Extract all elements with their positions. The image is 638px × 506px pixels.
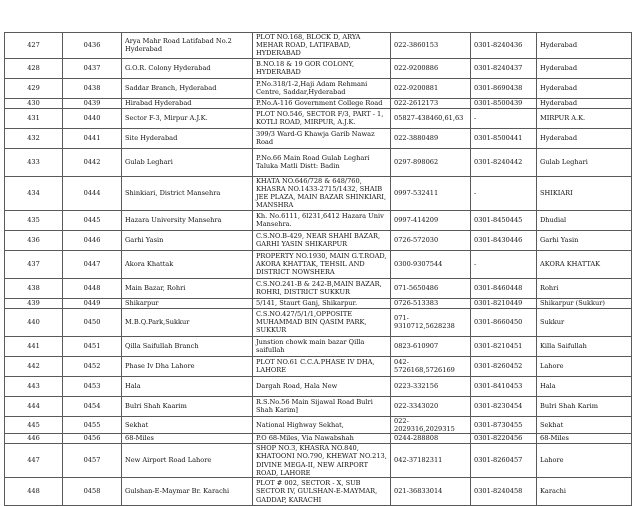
city-cell: Karachi bbox=[537, 478, 632, 506]
branch-code-cell: 0457 bbox=[63, 444, 122, 478]
address-cell: Junstion chowk main bazar Qilla saifullah bbox=[253, 336, 391, 356]
mobile-cell: 0301-8260452 bbox=[471, 356, 537, 376]
address-cell: National Highway Sekhat, bbox=[253, 416, 391, 433]
mobile-cell: 0301-8690438 bbox=[471, 78, 537, 98]
branch-name-cell: Hazara University Mansehra bbox=[122, 210, 253, 230]
phone-cell: 0244-288808 bbox=[391, 434, 471, 444]
table-row bbox=[5, 278, 632, 298]
phone-cell: 0726-513383 bbox=[391, 298, 471, 308]
phone-cell: 05827-438460,61,63 bbox=[391, 108, 471, 128]
mobile-cell: 0301-8240437 bbox=[471, 58, 537, 78]
mobile-cell: 0301-8430446 bbox=[471, 230, 537, 250]
address-cell: B.NO.18 & 19 GOR COLONY, HYDERABAD bbox=[253, 58, 391, 78]
serial-number-cell: 446 bbox=[5, 434, 63, 444]
city-cell: Dhudial bbox=[537, 210, 632, 230]
city-cell: Hyderabad bbox=[537, 128, 632, 148]
table-row bbox=[5, 33, 632, 59]
phone-cell: 0823-610907 bbox=[391, 336, 471, 356]
table-row bbox=[5, 416, 632, 433]
branch-name-cell: Sector F-3, Mirpur A.J.K. bbox=[122, 108, 253, 128]
serial-number-cell: 443 bbox=[5, 376, 63, 396]
branch-name-cell: G.O.R. Colony Hyderabad bbox=[122, 58, 253, 78]
address-cell: PLOT NO.546, SECTOR F/3, PART - 1, KOTLI ROAD, MIRPUR, A.J.K. bbox=[253, 108, 391, 128]
table-row bbox=[5, 336, 632, 356]
address-cell: 5/141, Staurt Ganj, Shikarpur. bbox=[253, 298, 391, 308]
mobile-cell: 0301-8500441 bbox=[471, 128, 537, 148]
city-cell: Bulri Shah Karim bbox=[537, 396, 632, 416]
city-cell: SHIKIARI bbox=[537, 176, 632, 210]
phone-cell: 0297-898062 bbox=[391, 148, 471, 176]
city-cell: Gulab Leghari bbox=[537, 148, 632, 176]
branch-code-cell: 0446 bbox=[63, 230, 122, 250]
branch-list-table bbox=[4, 32, 632, 506]
address-cell: PROPERTY NO.1930, MAIN G.T.ROAD, AKORA KHATTAK, TEHSIL AND DISTRICT NOWSHERA bbox=[253, 250, 391, 278]
serial-number-cell: 432 bbox=[5, 128, 63, 148]
mobile-cell: 0301-8220456 bbox=[471, 434, 537, 444]
address-cell: KHATA NO.646/728 & 648/760, KHASRA NO.1433-2715/1432, SHAIB JEE PLAZA, MAIN BAZAR SHINKIARI, MANSHRA bbox=[253, 176, 391, 210]
branch-code-cell: 0458 bbox=[63, 478, 122, 506]
phone-cell: 022-2029316,2029315 bbox=[391, 416, 471, 433]
mobile-cell: - bbox=[471, 176, 537, 210]
serial-number-cell: 437 bbox=[5, 250, 63, 278]
city-cell: Garhi Yasin bbox=[537, 230, 632, 250]
city-cell: 68-Miles bbox=[537, 434, 632, 444]
mobile-cell: 0301-8730455 bbox=[471, 416, 537, 433]
phone-cell: 042-37182311 bbox=[391, 444, 471, 478]
serial-number-cell: 434 bbox=[5, 176, 63, 210]
mobile-cell: 0301-8260457 bbox=[471, 444, 537, 478]
address-cell: P.No.66 Main Road Gulab Leghari Taluka Matli Distt: Badin bbox=[253, 148, 391, 176]
branch-code-cell: 0445 bbox=[63, 210, 122, 230]
branch-name-cell: 68-Miles bbox=[122, 434, 253, 444]
phone-cell: 0997-532411 bbox=[391, 176, 471, 210]
branch-code-cell: 0453 bbox=[63, 376, 122, 396]
branch-name-cell: Phase Iv Dha Lahore bbox=[122, 356, 253, 376]
mobile-cell: 0301-8450445 bbox=[471, 210, 537, 230]
branch-code-cell: 0456 bbox=[63, 434, 122, 444]
branch-code-cell: 0454 bbox=[63, 396, 122, 416]
branch-code-cell: 0439 bbox=[63, 98, 122, 108]
city-cell: Hyderabad bbox=[537, 98, 632, 108]
city-cell: Sekhat bbox=[537, 416, 632, 433]
branch-name-cell: Site Hyderabad bbox=[122, 128, 253, 148]
phone-cell: 0726-572030 bbox=[391, 230, 471, 250]
branch-code-cell: 0441 bbox=[63, 128, 122, 148]
branch-name-cell: Shinkiari, District Mansehra bbox=[122, 176, 253, 210]
table-row bbox=[5, 434, 632, 444]
branch-name-cell: Sekhat bbox=[122, 416, 253, 433]
phone-cell: 022-3343020 bbox=[391, 396, 471, 416]
branch-code-cell: 0442 bbox=[63, 148, 122, 176]
city-cell: Hyderabad bbox=[537, 58, 632, 78]
table-row bbox=[5, 356, 632, 376]
serial-number-cell: 440 bbox=[5, 308, 63, 336]
mobile-cell: 0301-8500439 bbox=[471, 98, 537, 108]
mobile-cell: 0301-8410453 bbox=[471, 376, 537, 396]
phone-cell: 021-36833014 bbox=[391, 478, 471, 506]
city-cell: MIRPUR A.K. bbox=[537, 108, 632, 128]
address-cell: C.S.NO.427/5/1/1,OPPOSITE MUHAMMAD BIN QASIM PARK, SUKKUR bbox=[253, 308, 391, 336]
mobile-cell: 0301-8240442 bbox=[471, 148, 537, 176]
serial-number-cell: 442 bbox=[5, 356, 63, 376]
branch-code-cell: 0438 bbox=[63, 78, 122, 98]
branch-name-cell: Garhi Yasin bbox=[122, 230, 253, 250]
branch-name-cell: Akora Khattak bbox=[122, 250, 253, 278]
mobile-cell: 0301-8210449 bbox=[471, 298, 537, 308]
address-cell: PLOT NO.61 C.C.A.PHASE IV DHA, LAHORE bbox=[253, 356, 391, 376]
table-row bbox=[5, 250, 632, 278]
city-cell: Rohri bbox=[537, 278, 632, 298]
phone-cell: 0300-9307544 bbox=[391, 250, 471, 278]
mobile-cell: 0301-8660450 bbox=[471, 308, 537, 336]
mobile-cell: 0301-8460448 bbox=[471, 278, 537, 298]
mobile-cell: - bbox=[471, 250, 537, 278]
address-cell: P.No.318/1-2,Haji Adam Rehmani Centre, Saddar,Hyderabad bbox=[253, 78, 391, 98]
table-row bbox=[5, 98, 632, 108]
table-row bbox=[5, 176, 632, 210]
branch-name-cell: Bulri Shah Kaarim bbox=[122, 396, 253, 416]
table-row bbox=[5, 396, 632, 416]
mobile-cell: - bbox=[471, 108, 537, 128]
serial-number-cell: 439 bbox=[5, 298, 63, 308]
city-cell: Sukkur bbox=[537, 308, 632, 336]
branch-code-cell: 0452 bbox=[63, 356, 122, 376]
serial-number-cell: 433 bbox=[5, 148, 63, 176]
city-cell: Hyderabad bbox=[537, 78, 632, 98]
table-row bbox=[5, 444, 632, 478]
branch-name-cell: Arya Mahr Road Latifabad No.2 Hyderabad bbox=[122, 33, 253, 59]
address-cell: Dargah Road, Hala New bbox=[253, 376, 391, 396]
table-row bbox=[5, 108, 632, 128]
branch-name-cell: New Airport Road Lahore bbox=[122, 444, 253, 478]
address-cell: Kh. No.6111, 6l231,6412 Hazara Univ Mansehra. bbox=[253, 210, 391, 230]
branch-name-cell: Hirabad Hyderabad bbox=[122, 98, 253, 108]
address-cell: 399/3 Ward-G Khawja Garib Nawaz Road bbox=[253, 128, 391, 148]
branch-code-cell: 0447 bbox=[63, 250, 122, 278]
address-cell: C.S.NO.B-429, NEAR SHAHI BAZAR, GARHI YASIN SHIKARPUR bbox=[253, 230, 391, 250]
serial-number-cell: 444 bbox=[5, 396, 63, 416]
serial-number-cell: 441 bbox=[5, 336, 63, 356]
branch-code-cell: 0444 bbox=[63, 176, 122, 210]
branch-code-cell: 0450 bbox=[63, 308, 122, 336]
serial-number-cell: 447 bbox=[5, 444, 63, 478]
mobile-cell: 0301-8240436 bbox=[471, 33, 537, 59]
address-cell: C.S.NO.241-B & 242-B,MAIN BAZAR, ROHRI, DISTRICT SUKKUR bbox=[253, 278, 391, 298]
serial-number-cell: 430 bbox=[5, 98, 63, 108]
table-row bbox=[5, 78, 632, 98]
mobile-cell: 0301-8230454 bbox=[471, 396, 537, 416]
table-row bbox=[5, 210, 632, 230]
branch-name-cell: M.B.Q.Park,Sukkur bbox=[122, 308, 253, 336]
serial-number-cell: 438 bbox=[5, 278, 63, 298]
table-row bbox=[5, 478, 632, 506]
serial-number-cell: 427 bbox=[5, 33, 63, 59]
address-cell: SHOP NO.3, KHASRA NO.840, KHATOONI NO.790, KHEWAT NO.213, DIVINE MEGA-II, NEW AIRPORT ROAD, LAHORE bbox=[253, 444, 391, 478]
table-row bbox=[5, 148, 632, 176]
branch-name-cell: Gulab Leghari bbox=[122, 148, 253, 176]
phone-cell: 071-5650486 bbox=[391, 278, 471, 298]
phone-cell: 022-2612173 bbox=[391, 98, 471, 108]
city-cell: Lahore bbox=[537, 444, 632, 478]
branch-code-cell: 0455 bbox=[63, 416, 122, 433]
table-row bbox=[5, 376, 632, 396]
branch-name-cell: Shikarpur bbox=[122, 298, 253, 308]
phone-cell: 022-3880489 bbox=[391, 128, 471, 148]
address-cell: P.No.A-116 Government College Road bbox=[253, 98, 391, 108]
branch-name-cell: Gulshan-E-Maymar Br. Karachi bbox=[122, 478, 253, 506]
table-row bbox=[5, 308, 632, 336]
address-cell: P.O 68-Miles, Via Nawabshah bbox=[253, 434, 391, 444]
serial-number-cell: 448 bbox=[5, 478, 63, 506]
phone-cell: 0997-414209 bbox=[391, 210, 471, 230]
table-row bbox=[5, 298, 632, 308]
branch-name-cell: Hala bbox=[122, 376, 253, 396]
mobile-cell: 0301-8210451 bbox=[471, 336, 537, 356]
branch-name-cell: Saddar Branch, Hyderabad bbox=[122, 78, 253, 98]
serial-number-cell: 428 bbox=[5, 58, 63, 78]
city-cell: AKORA KHATTAK bbox=[537, 250, 632, 278]
serial-number-cell: 435 bbox=[5, 210, 63, 230]
phone-cell: 042-5726168,5726169 bbox=[391, 356, 471, 376]
branch-code-cell: 0448 bbox=[63, 278, 122, 298]
branch-name-cell: Qilla Saifullah Branch bbox=[122, 336, 253, 356]
mobile-cell: 0301-8240458 bbox=[471, 478, 537, 506]
phone-cell: 0223-332156 bbox=[391, 376, 471, 396]
branch-code-cell: 0437 bbox=[63, 58, 122, 78]
table-row bbox=[5, 230, 632, 250]
city-cell: Lahore bbox=[537, 356, 632, 376]
branch-name-cell: Main Bazar, Rohri bbox=[122, 278, 253, 298]
branch-code-cell: 0436 bbox=[63, 33, 122, 59]
address-cell: R.S.No.56 Main Sijawal Road Bulri Shah Karim] bbox=[253, 396, 391, 416]
branch-code-cell: 0440 bbox=[63, 108, 122, 128]
serial-number-cell: 431 bbox=[5, 108, 63, 128]
phone-cell: 022-9200881 bbox=[391, 78, 471, 98]
branch-code-cell: 0451 bbox=[63, 336, 122, 356]
serial-number-cell: 429 bbox=[5, 78, 63, 98]
table-row bbox=[5, 58, 632, 78]
phone-cell: 022-3860153 bbox=[391, 33, 471, 59]
address-cell: PLOT NO.168, BLOCK D, ARYA MEHAR ROAD, LATIFABAD, HYDERABAD bbox=[253, 33, 391, 59]
branch-code-cell: 0449 bbox=[63, 298, 122, 308]
table-body bbox=[5, 33, 632, 506]
serial-number-cell: 445 bbox=[5, 416, 63, 433]
table-row bbox=[5, 128, 632, 148]
city-cell: Hala bbox=[537, 376, 632, 396]
city-cell: Shikarpur (Sukkur) bbox=[537, 298, 632, 308]
phone-cell: 071-9310712,5628238 bbox=[391, 308, 471, 336]
address-cell: PLOT # 002, SECTOR - X, SUB SECTOR IV, GULSHAN-E-MAYMAR, GADDAP, KARACHI bbox=[253, 478, 391, 506]
city-cell: Hyderabad bbox=[537, 33, 632, 59]
city-cell: Killa Saifullah bbox=[537, 336, 632, 356]
serial-number-cell: 436 bbox=[5, 230, 63, 250]
phone-cell: 022-9200886 bbox=[391, 58, 471, 78]
